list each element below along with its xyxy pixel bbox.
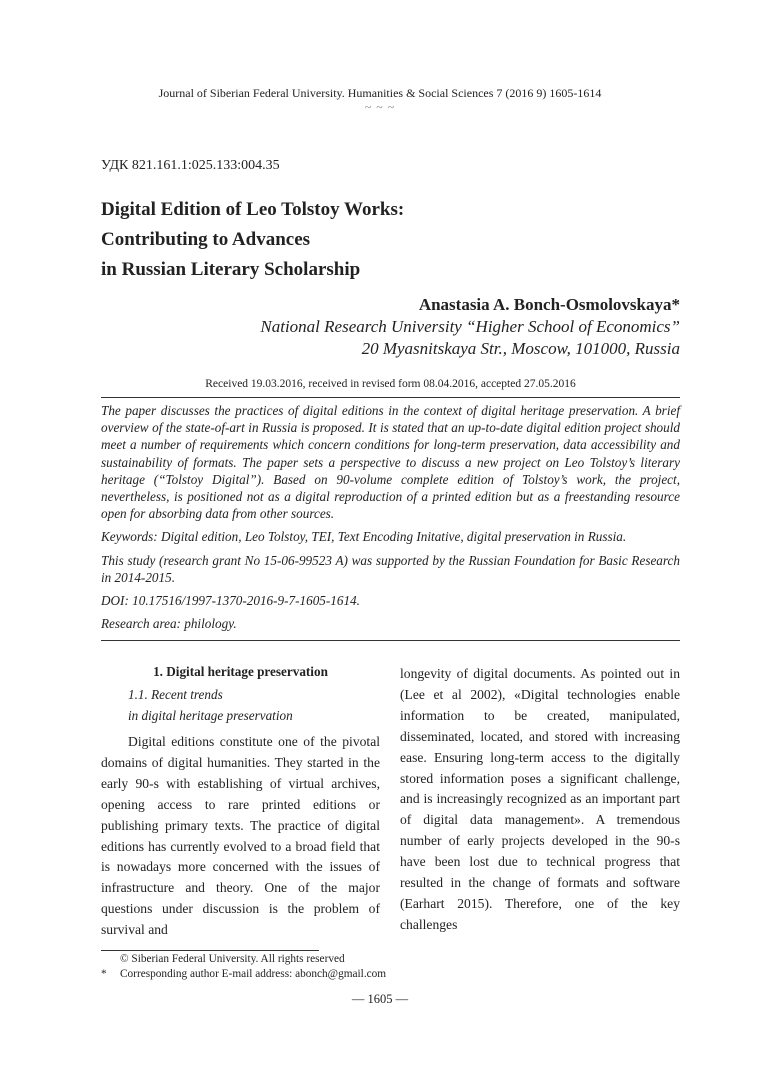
abstract-top-rule [101,397,680,398]
title-line: Contributing to Advances [101,229,311,250]
received-dates: Received 19.03.2016, received in revised form 08.04.2016, accepted 27.05.2016 [205,378,576,390]
copyright-footnote: © Siberian Federal University. All rights reserved [120,953,345,965]
author-block [180,294,680,360]
title-line: Digital Edition of Leo Tolstoy Works: [101,199,405,220]
abstract-text: The paper discusses the practices of digital editions in the context of digital heritage preservation. A brief overview of the state-of-art in Russia is proposed. It is stated that an up-to-date digital edition project should meet a number of requirements which concern conditions for long-term preservation, data accessibility and sustainability of formats. The paper sets a perspective to discuss a new project on Leo Tolstoy’s literary heritage (“Tolstoy Digital”). Based on 90-volume complete edition of Tolstoy’s work, the project, nevertheless, is positioned not as a digital reproduction of a printed edition but as a freestanding resource open for absorbing data from other sources. [101,403,680,522]
doi: DOI: 10.17516/1997-1370-2016-9-7-1605-1614. [101,593,360,609]
footnote-star: * [101,968,107,980]
corresponding-author-footnote [101,968,386,981]
research-area: Research area: philology. [101,616,237,632]
grant-note: This study (research grant No 15-06-99523 A) was supported by the Russian Foundation for Basic Research in 2014-2015. [101,552,680,585]
body-paragraph: longevity of digital documents. As pointed out in (Lee et al 2002), «Digital technologies enable information to be created, manipulated, disseminated, located, and stored with increasing ease. Ensuring long-term access to the digitally stored information poses a significant challenge, and is increasingly recognized as an important part of digital data management». A tremendous number of early projects developed in the 90-s have been lost due to technical progress that resulted in the change of formats and software (Earhart 2015). Therefore, one of the key challenges [400,666,680,932]
section-heading: 1. Digital heritage preservation [153,664,328,679]
title-line: in Russian Literary Scholarship [101,259,361,280]
body-paragraph: Digital editions constitute one of the pivotal domains of digital humanities. They started in the early 90-s with establishing of virtual archives, opening access to rare printed editions or publishing primary texts. The practice of digital editions has currently evolved to a broad field that is nowadays more concerned with the issues of infrastructure and theory. One of the major questions under discussion is the problem of survival and [101,734,380,938]
corresponding-email: Corresponding author E-mail address: abonch@gmail.com [120,968,387,980]
author-affiliation: National Research University “Higher School of Economics” [260,317,680,336]
header-ornament: ~ ~ ~ [364,100,396,114]
page-number: — 1605 — [351,992,409,1006]
body-column-left [101,662,380,941]
udk-code: УДК 821.161.1:025.133:004.35 [101,158,280,173]
author-name: Anastasia A. Bonch-Osmolovskaya* [418,295,680,314]
abstract [101,402,680,638]
body-column-right [400,664,680,936]
paper-title [101,195,661,285]
subsection-heading-line: 1.1. Recent trends [128,687,223,702]
abstract-bottom-rule [101,640,680,641]
keywords: Keywords: Digital edition, Leo Tolstoy, TEI, Text Encoding Initative, digital preservation in Russia. [101,529,627,545]
subsection-heading-line: in digital heritage preservation [128,708,293,723]
author-address: 20 Myasnitskaya Str., Moscow, 101000, Russia [361,339,680,358]
footnote-rule [101,950,319,951]
journal-header: Journal of Siberian Federal University. Humanities & Social Sciences 7 (2016 9) 1605-1614 [158,86,602,100]
